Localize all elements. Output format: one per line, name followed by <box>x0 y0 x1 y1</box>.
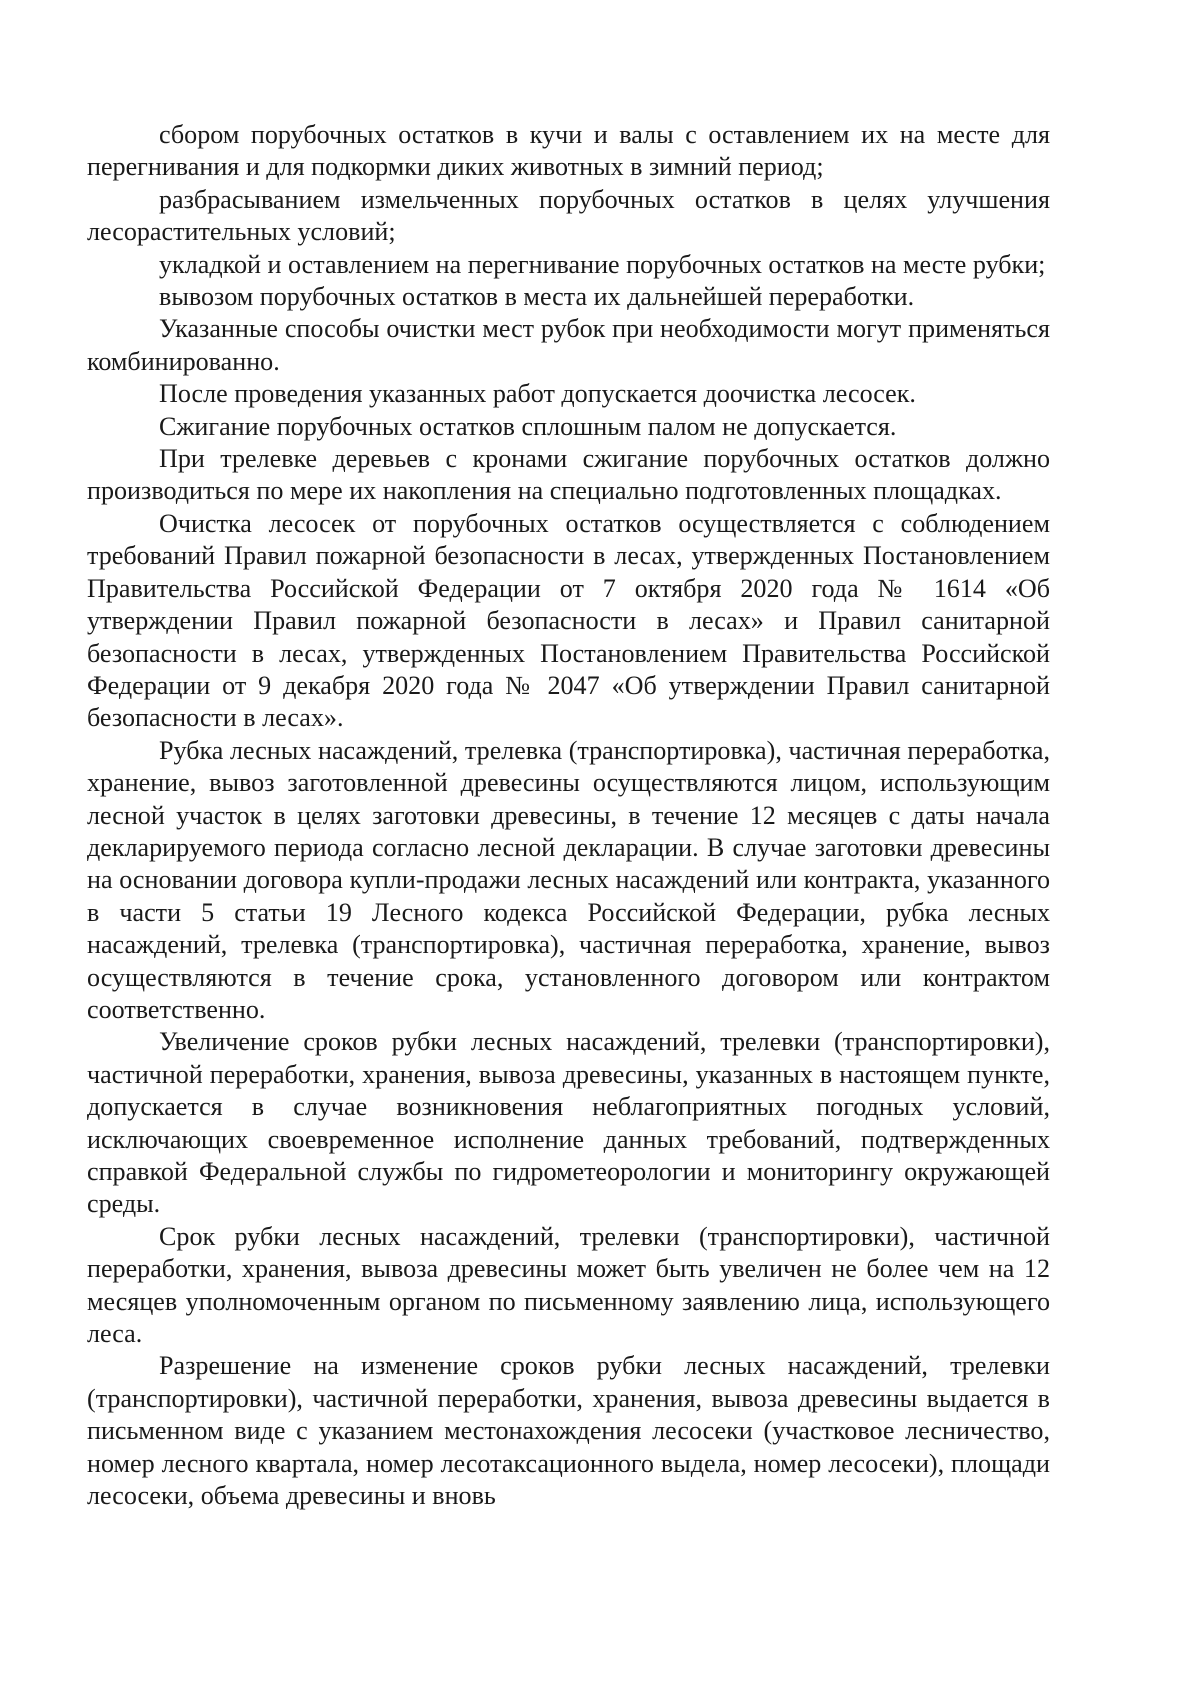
paragraph-11: Увеличение сроков рубки лесных насаждений, трелевки (транспортировки), частичной переработки, хранения, вывоза древесины, указанных в настоящем пункте, допускается в случае возникновения неблагоприятных погодных условий, исключающих своевременное исполнение данных требований, подтвержденных справкой Федеральной службы по гидрометеорологии и мониторингу окружающей среды. <box>87 1027 1050 1219</box>
paragraph-9: Очистка лесосек от порубочных остатков осуществляется с соблюдением требований Правил пожарной безопасности в лесах, утвержденных Постановлением Правительства Российской Федерации от 7 октября 2020 года № 1614 «Об утверждении Правил пожарной безопасности в лесах» и Правил санитарной безопасности в лесах, утвержденных Постановлением Правительства Российской Федерации от 9 декабря 2020 года № 2047 «Об утверждении Правил санитарной безопасности в лесах». <box>87 508 1050 733</box>
paragraph-4: вывозом порубочных остатков в места их дальнейшей переработки. <box>159 282 915 312</box>
paragraph-5: Указанные способы очистки мест рубок при необходимости могут применяться комбинированно. <box>87 314 1050 376</box>
paragraph-2: разбрасыванием измельченных порубочных остатков в целях улучшения лесорастительных условий; <box>87 184 1050 247</box>
paragraph-8: При трелевке деревьев с кронами сжигание порубочных остатков должно производиться по мере их накопления на специально подготовленных площадках. <box>87 444 1050 506</box>
paragraph-10: Рубка лесных насаждений, трелевка (транспортировка), частичная переработка, хранение, вывоз заготовленной древесины осуществляются лицом, использующим лесной участок в целях заготовки древесины, в течение 12 месяцев с даты начала декларируемого периода согласно лесной декларации. В случае заготовки древесины на основании договора купли-продажи лесных насаждений или контракта, указанного в части 5 статьи 19 Лесного кодекса Российской Федерации, рубка лесных насаждений, трелевка (транспортировка), частичная переработка, хранение, вывоз осуществляются в течение срока, установленного договором или контрактом соответственно. <box>87 735 1050 1024</box>
paragraph-13: Разрешение на изменение сроков рубки лесных насаждений, трелевки (транспортировки), частичной переработки, хранения, вывоза древесины выдается в письменном виде с указанием местонахождения лесосеки (участковое лесничество, номер лесного квартала, номер лесотаксационного выдела, номер лесосеки), площади лесосеки, объема древесины и вновь <box>87 1351 1050 1511</box>
paragraph-6: После проведения указанных работ допускается доочистка лесосек. <box>159 379 916 409</box>
paragraph-7: Сжигание порубочных остатков сплошным палом не допускается. <box>159 411 897 441</box>
paragraph-1: сбором порубочных остатков в кучи и валы с оставлением их на месте для перегнивания и для подкормки диких животных в зимний период; <box>87 120 1050 182</box>
document-body <box>87 119 1050 1512</box>
paragraph-12: Срок рубки лесных насаждений, трелевки (транспортировки), частичной переработки, хранения, вывоза древесины может быть увеличен не более чем на 12 месяцев уполномоченным органом по письменному заявлению лица, использующего леса. <box>87 1221 1050 1349</box>
paragraph-3: укладкой и оставлением на перегнивание порубочных остатков на месте рубки; <box>159 249 1046 279</box>
